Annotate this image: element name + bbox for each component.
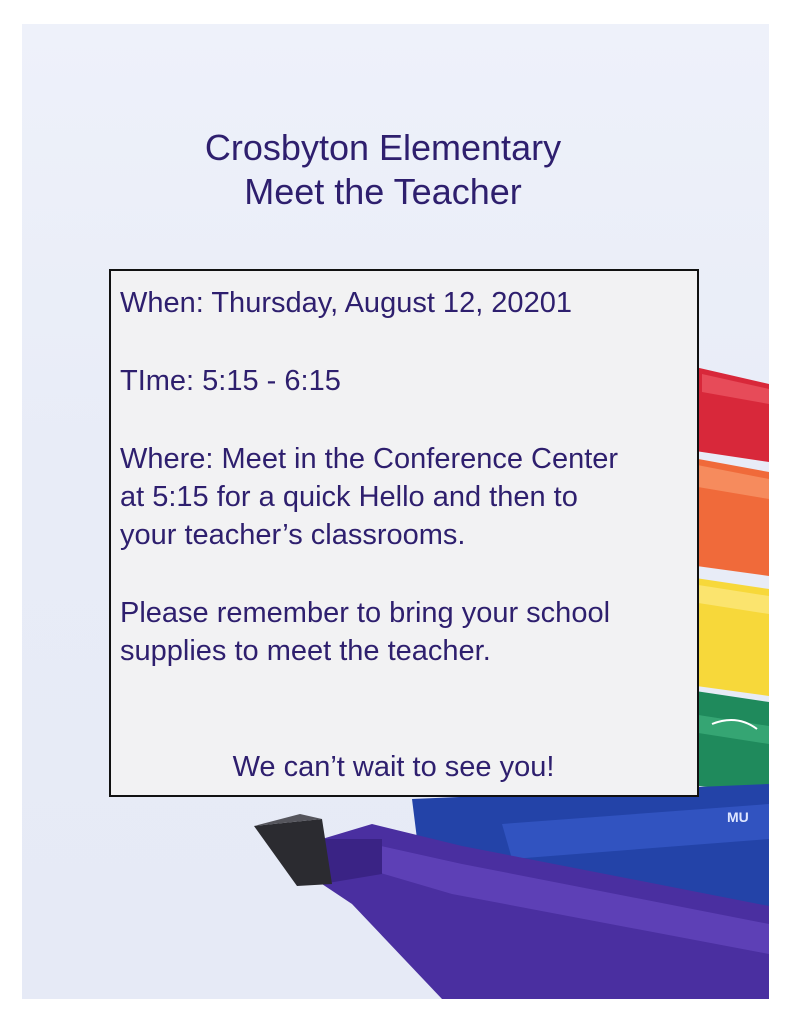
event-location-line-3: your teacher’s classrooms.: [120, 519, 466, 551]
flyer-title: [22, 126, 744, 214]
event-location-line-2: at 5:15 for a quick Hello and then to: [120, 481, 578, 513]
event-time: TIme: 5:15 - 6:15: [120, 365, 341, 397]
event-name: Meet the Teacher: [244, 171, 522, 212]
school-name: Crosbyton Elementary: [204, 127, 562, 168]
reminder-line-1: Please remember to bring your school: [120, 597, 611, 629]
flyer: [22, 24, 769, 999]
closing-message: We can’t wait to see you!: [232, 751, 555, 783]
reminder-line-2: supplies to meet the teacher.: [120, 635, 491, 667]
event-date: When: Thursday, August 12, 20201: [120, 287, 572, 319]
marker-text: MU: [727, 809, 749, 825]
event-location-line-1: Where: Meet in the Conference Center: [120, 443, 619, 475]
event-details-box: [109, 269, 699, 797]
